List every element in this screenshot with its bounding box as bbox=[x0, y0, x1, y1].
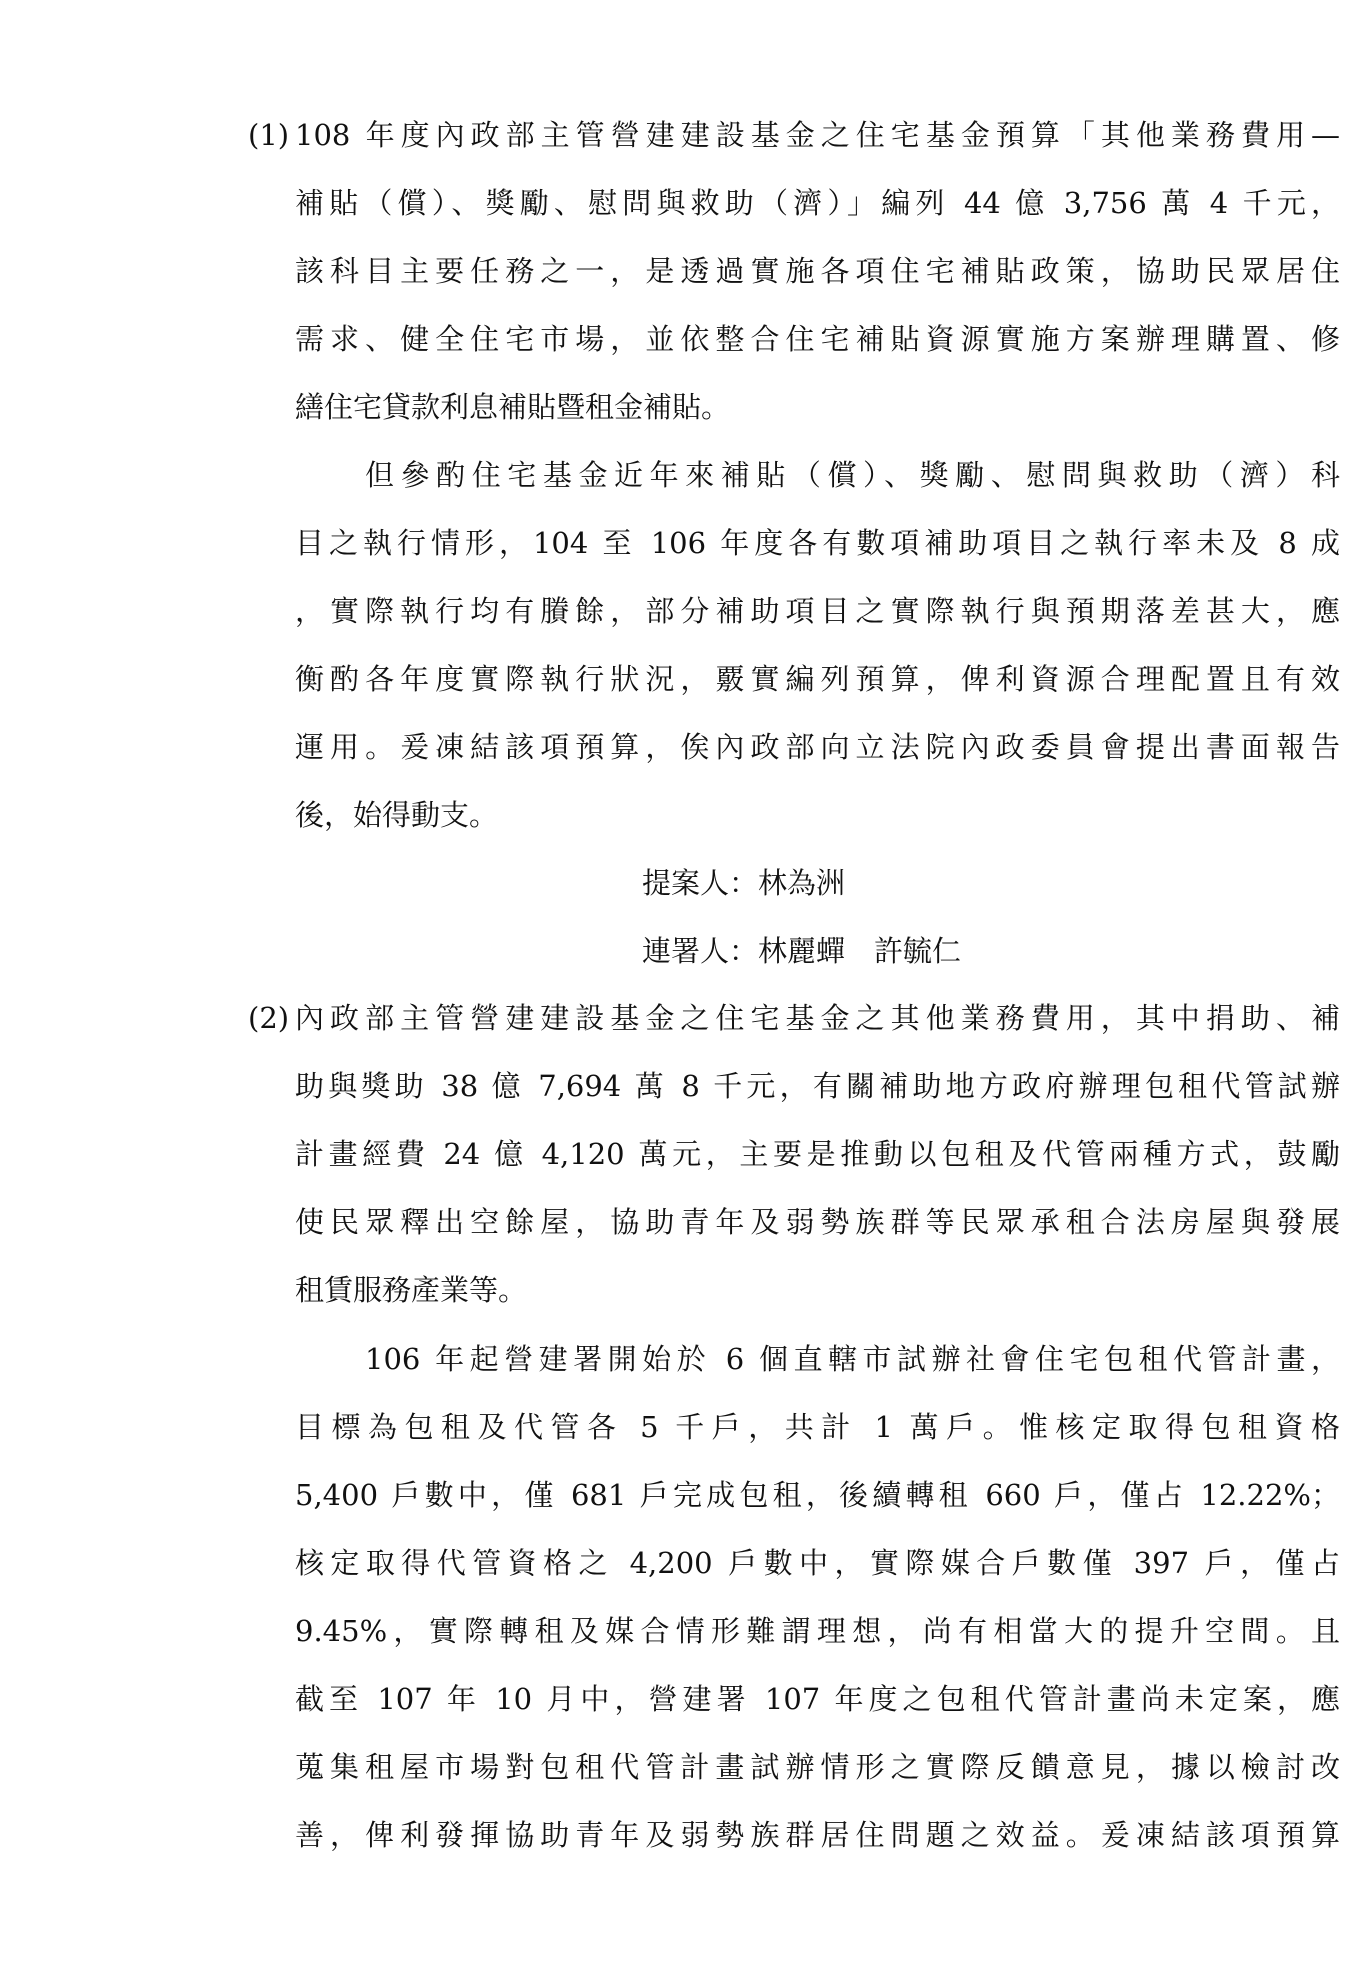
item-2-para2-line-3: 5,400 戶數中，僅 681 戶完成包租，後續轉租 660 戶，僅占 12.22%； bbox=[295, 1478, 1340, 1512]
item-1-para2-line-3: ，實際執行均有賸餘，部分補助項目之實際執行與預期落差甚大，應 bbox=[295, 594, 1340, 628]
item-1-line-1: 108 年度內政部主管營建建設基金之住宅基金預算「其他業務費用— bbox=[295, 118, 1340, 152]
proposer-signature: 提案人：林為洲 bbox=[642, 866, 846, 900]
item-2-number: (2) bbox=[248, 1001, 290, 1035]
item-2-line-5: 租賃服務產業等。 bbox=[295, 1273, 528, 1307]
item-2-para2-line-5: 9.45%，實際轉租及媒合情形難謂理想，尚有相當大的提升空間。且 bbox=[295, 1614, 1340, 1648]
item-1-line-4: 需求、健全住宅市場，並依整合住宅補貼資源實施方案辦理購置、修 bbox=[295, 322, 1340, 356]
item-1-para2-line-5: 運用。爰凍結該項預算，俟內政部向立法院內政委員會提出書面報告 bbox=[295, 730, 1340, 764]
item-2-para2-line-2: 目標為包租及代管各 5 千戶，共計 1 萬戶。惟核定取得包租資格 bbox=[295, 1410, 1340, 1444]
item-2-line-1: 內政部主管營建建設基金之住宅基金之其他業務費用，其中捐助、補 bbox=[295, 1001, 1340, 1035]
item-1-para2-line-4: 衡酌各年度實際執行狀況，覈實編列預算，俾利資源合理配置且有效 bbox=[295, 662, 1340, 696]
item-1-line-3: 該科目主要任務之一，是透過實施各項住宅補貼政策，協助民眾居住 bbox=[295, 254, 1340, 288]
cosigner-signature: 連署人：林麗蟬 許毓仁 bbox=[642, 934, 962, 968]
item-2-para2-line-4: 核定取得代管資格之 4,200 戶數中，實際媒合戶數僅 397 戶，僅占 bbox=[295, 1546, 1340, 1580]
item-2-line-4: 使民眾釋出空餘屋，協助青年及弱勢族群等民眾承租合法房屋與發展 bbox=[295, 1205, 1340, 1239]
item-1-line-2: 補貼（償）、獎勵、慰問與救助（濟）」編列 44 億 3,756 萬 4 千元， bbox=[295, 186, 1340, 220]
item-2-line-3: 計畫經費 24 億 4,120 萬元，主要是推動以包租及代管兩種方式，鼓勵 bbox=[295, 1137, 1340, 1171]
item-1-para2-line-1: 但參酌住宅基金近年來補貼（償）、獎勵、慰問與救助（濟）科 bbox=[365, 458, 1340, 492]
item-2-para2-line-1: 106 年起營建署開始於 6 個直轄市試辦社會住宅包租代管計畫， bbox=[365, 1342, 1340, 1376]
item-1-number: (1) bbox=[248, 118, 290, 152]
item-2-line-2: 助與獎助 38 億 7,694 萬 8 千元，有關補助地方政府辦理包租代管試辦 bbox=[295, 1069, 1340, 1103]
item-1-para2-line-2: 目之執行情形，104 至 106 年度各有數項補助項目之執行率未及 8 成 bbox=[295, 526, 1340, 560]
item-2-para2-line-7: 蒐集租屋市場對包租代管計畫試辦情形之實際反饋意見，據以檢討改 bbox=[295, 1750, 1340, 1784]
item-2-para2-line-6: 截至 107 年 10 月中，營建署 107 年度之包租代管計畫尚未定案，應 bbox=[295, 1682, 1340, 1716]
item-1-line-5: 繕住宅貸款利息補貼暨租金補貼。 bbox=[295, 390, 731, 424]
item-1-para2-line-6: 後，始得動支。 bbox=[295, 798, 499, 832]
item-2-para2-line-8: 善，俾利發揮協助青年及弱勢族群居住問題之效益。爰凍結該項預算 bbox=[295, 1818, 1340, 1852]
